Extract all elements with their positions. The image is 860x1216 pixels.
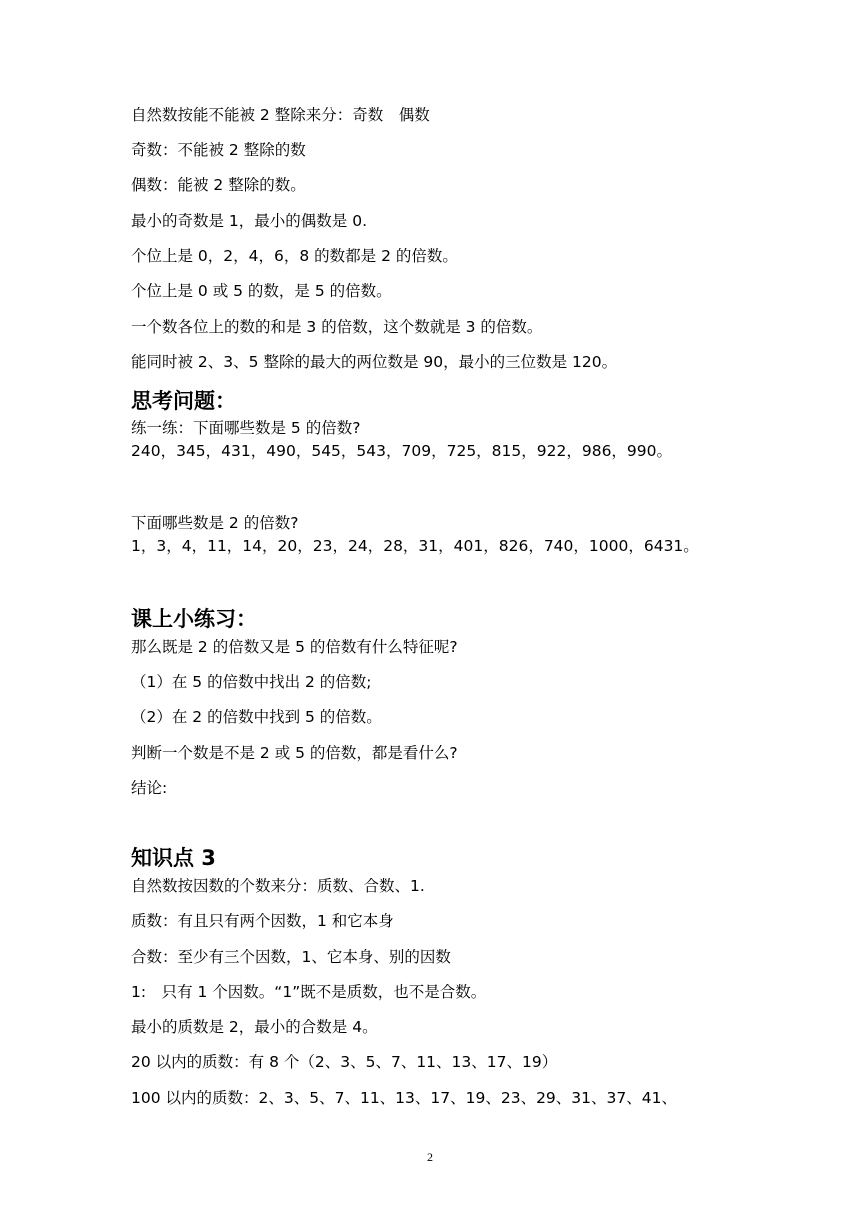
text-line: 结论: (131, 779, 168, 797)
text-line: 合数：至少有三个因数，1、它本身、别的因数 (131, 948, 451, 966)
section-heading-practice: 课上小练习： (131, 607, 257, 631)
text-line: 100 以内的质数：2、3、5、7、11、13、17、19、23、29、31、37、41、 (131, 1089, 677, 1107)
text-line: 偶数：能被 2 整除的数。 (131, 176, 306, 194)
text-line: 判断一个数是不是 2 或 5 的倍数，都是看什么? (131, 744, 458, 762)
text-line: 最小的奇数是 1，最小的偶数是 0. (131, 212, 368, 230)
number-list: 240，345，431，490，545，543，709，725，815，922，986，990。 (131, 442, 673, 460)
question-text: 下面哪些数是 2 的倍数? (131, 514, 299, 532)
number-list: 1，3，4，11，14，20，23，24，28，31，401，826，740，1000，6431。 (131, 537, 699, 555)
text-line: （2）在 2 的倍数中找到 5 的倍数。 (131, 708, 382, 726)
question-text: 练一练：下面哪些数是 5 的倍数? (131, 419, 361, 437)
text-line: 20 以内的质数：有 8 个（2、3、5、7、11、13、17、19） (131, 1053, 558, 1071)
text-line: 1: 只有 1 个因数。“1”既不是质数，也不是合数。 (131, 983, 487, 1001)
page-number: 2 (427, 1150, 433, 1164)
text-line: 最小的质数是 2，最小的合数是 4。 (131, 1018, 378, 1036)
text-line: 自然数按能不能被 2 整除来分：奇数 偶数 (131, 106, 430, 124)
section-heading-knowledge3: 知识点 3 (131, 846, 216, 870)
section-heading-think: 思考问题： (131, 389, 236, 413)
text-line: 个位上是 0 或 5 的数，是 5 的倍数。 (131, 282, 392, 300)
text-line: 个位上是 0，2，4，6，8 的数都是 2 的倍数。 (131, 247, 458, 265)
text-line: 奇数：不能被 2 整除的数 (131, 141, 306, 159)
text-line: 质数：有且只有两个因数，1 和它本身 (131, 912, 394, 930)
text-line: 那么既是 2 的倍数又是 5 的倍数有什么特征呢? (131, 638, 458, 656)
text-line: （1）在 5 的倍数中找出 2 的倍数; (131, 673, 372, 691)
text-line: 能同时被 2、3、5 整除的最大的两位数是 90，最小的三位数是 120。 (131, 353, 618, 371)
text-line: 一个数各位上的数的和是 3 的倍数，这个数就是 3 的倍数。 (131, 318, 543, 336)
text-line: 自然数按因数的个数来分：质数、合数、1. (131, 877, 425, 895)
